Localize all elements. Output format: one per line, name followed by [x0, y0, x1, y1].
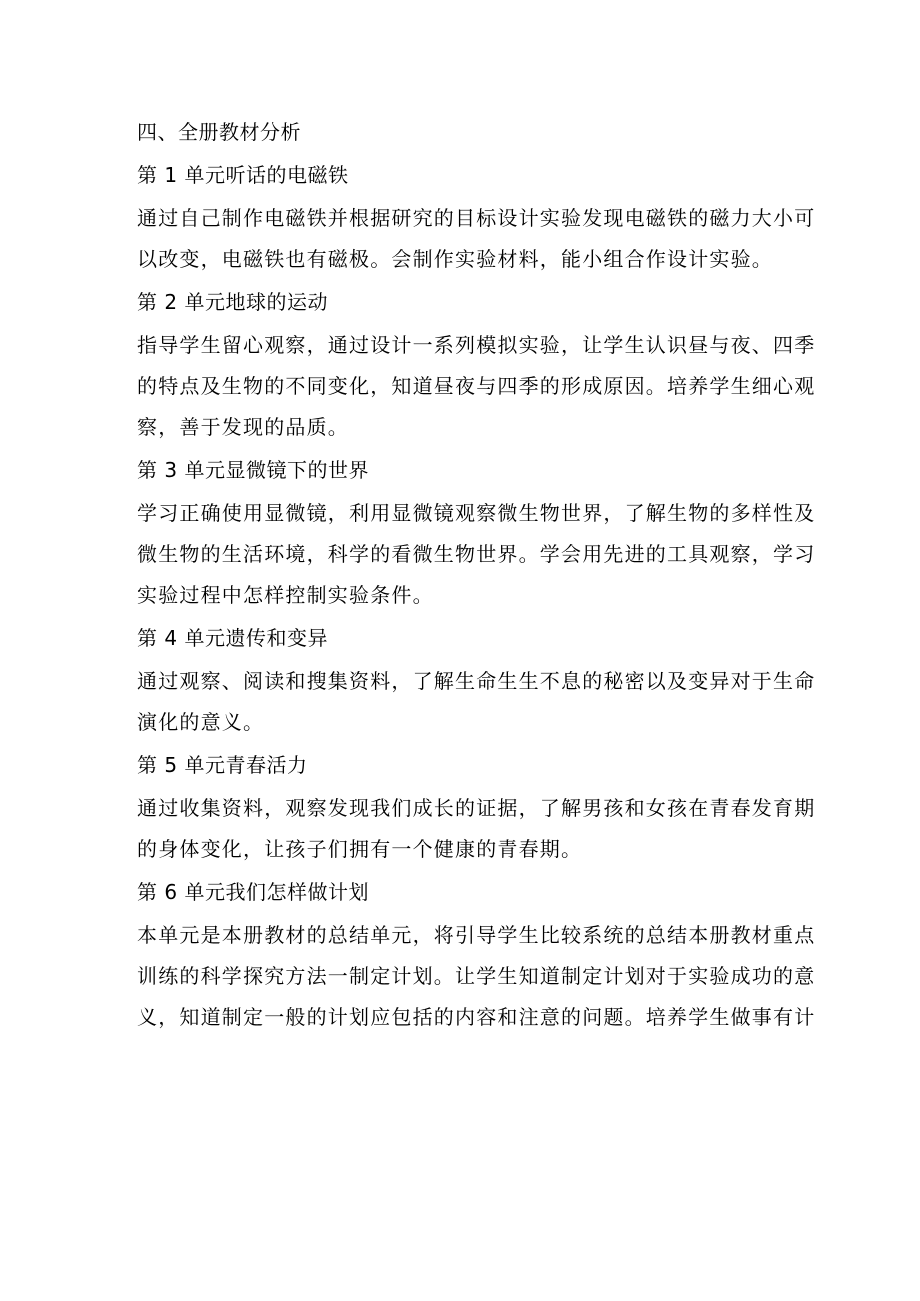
- text-line: 通过观察、阅读和搜集资料，了解生命生生不息的秘密以及变异对于生命: [137, 669, 816, 693]
- unit-description: [137, 325, 816, 448]
- text-line: 训练的科学探究方法一制定计划。让学生知道制定计划对于实验成功的意: [137, 964, 816, 988]
- unit-3: [137, 450, 816, 616]
- unit-description: [137, 493, 816, 616]
- text-line: 通过自己制作电磁铁并根据研究的目标设计实验发现电磁铁的磁力大小可: [137, 206, 816, 230]
- unit-heading: 第 4 单元遗传和变异: [137, 626, 328, 650]
- section-title: 四、全册教材分析: [137, 120, 301, 144]
- text-line: 的特点及生物的不同变化，知道昼夜与四季的形成原因。培养学生细心观: [137, 374, 816, 398]
- text-line: 本单元是本册教材的总结单元，将引导学生比较系统的总结本册教材重点: [137, 923, 816, 947]
- document-page: [137, 112, 816, 1040]
- unit-4: [137, 618, 816, 743]
- unit-heading: 第 5 单元青春活力: [137, 753, 308, 777]
- text-line: 以改变，电磁铁也有磁极。会制作实验材料，能小组合作设计实验。: [137, 247, 773, 271]
- text-line: 演化的意义。: [137, 710, 265, 734]
- unit-5: [137, 745, 816, 870]
- unit-heading: 第 2 单元地球的运动: [137, 290, 328, 314]
- text-line: 察，善于发现的品质。: [137, 415, 349, 439]
- text-line: 指导学生留心观察，通过设计一系列模拟实验，让学生认识昼与夜、四季: [137, 333, 816, 357]
- unit-6: [137, 872, 816, 1038]
- text-line: 义，知道制定一般的计划应包括的内容和注意的问题。培养学生做事有计: [137, 1005, 816, 1029]
- text-line: 的身体变化，让孩子们拥有一个健康的青春期。: [137, 837, 583, 861]
- text-line: 学习正确使用显微镜，利用显微镜观察微生物世界，了解生物的多样性及: [137, 501, 816, 525]
- text-line: 通过收集资料，观察发现我们成长的证据，了解男孩和女孩在青春发育期: [137, 796, 816, 820]
- unit-heading: 第 3 单元显微镜下的世界: [137, 458, 369, 482]
- text-line: 微生物的生活环境，科学的看微生物世界。学会用先进的工具观察，学习: [137, 542, 816, 566]
- unit-description: [137, 661, 816, 743]
- text-line: 实验过程中怎样控制实验条件。: [137, 583, 434, 607]
- unit-2: [137, 282, 816, 448]
- unit-heading: 第 6 单元我们怎样做计划: [137, 880, 369, 904]
- unit-heading: 第 1 单元听话的电磁铁: [137, 163, 349, 187]
- unit-1: [137, 155, 816, 280]
- unit-description: [137, 915, 816, 1038]
- unit-description: [137, 198, 816, 280]
- unit-description: [137, 788, 816, 870]
